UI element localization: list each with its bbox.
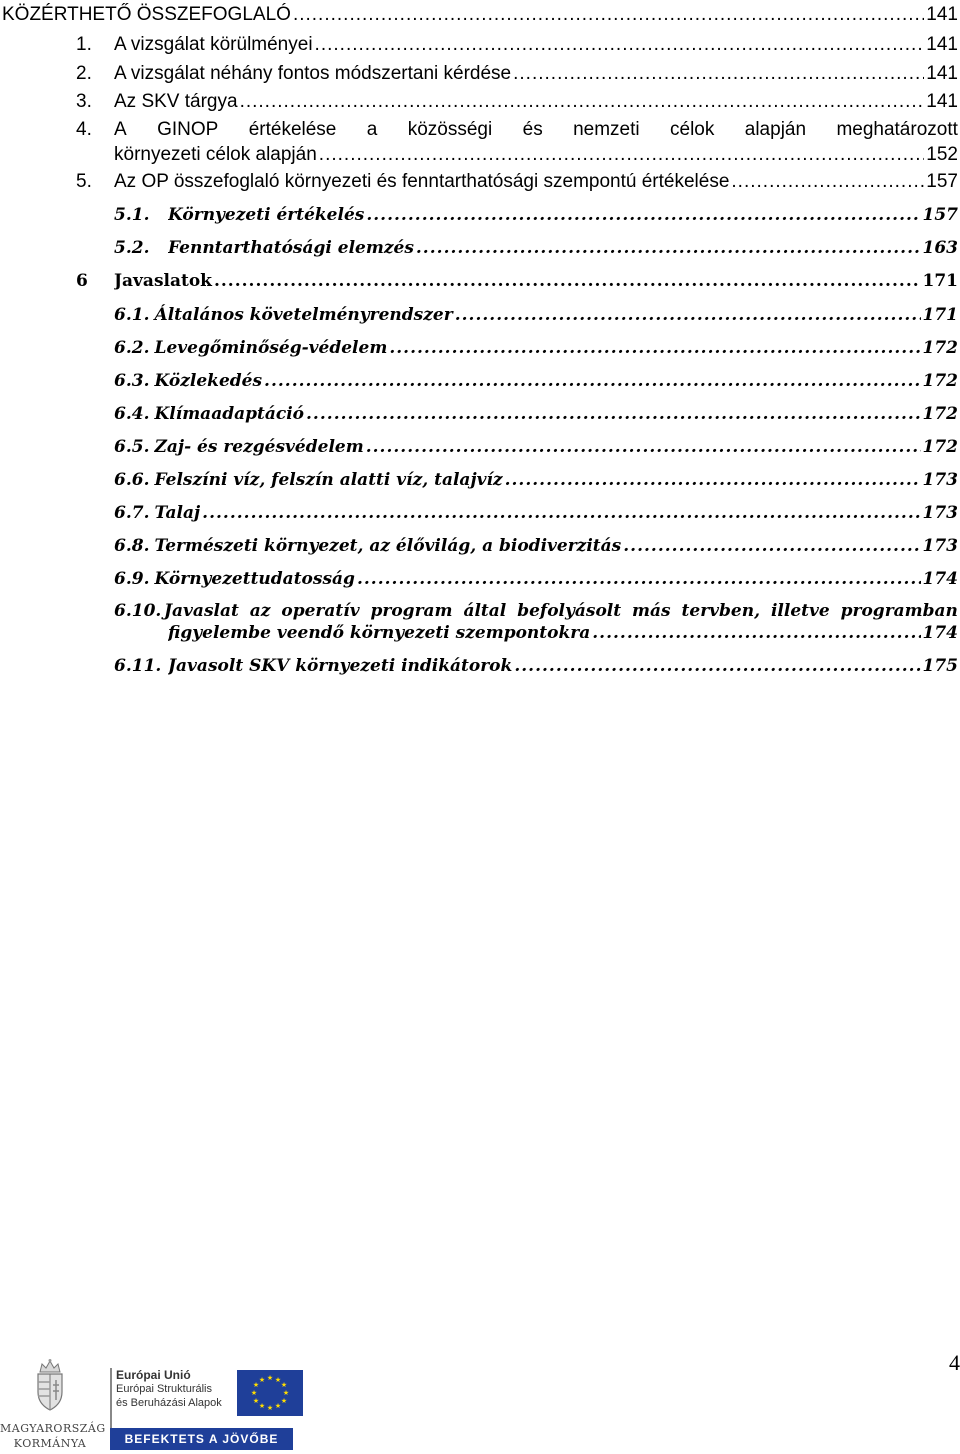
toc-entry-title: Talaj (154, 503, 201, 523)
toc-entry-title: KÖZÉRTHETŐ ÖSSZEFOGLALÓ (2, 4, 291, 25)
toc-entry-6-3[interactable] (0, 368, 960, 394)
svg-text:★: ★ (266, 1404, 274, 1412)
toc-entry-number: 6.5. (114, 437, 150, 457)
toc-entry-6-4[interactable] (0, 401, 960, 427)
svg-text:★: ★ (250, 1389, 258, 1397)
toc-entry-page: 141 (926, 34, 958, 55)
toc-leader-dots (513, 61, 924, 87)
toc-entry-5-2[interactable] (0, 235, 960, 261)
toc-entry-number: 5.2. (114, 238, 150, 258)
toc-leader-dots (306, 401, 920, 427)
toc-entry-title: Környezettudatosság (154, 569, 355, 589)
toc-entry-title: Javaslat (164, 601, 239, 621)
toc-title-word: más (632, 601, 671, 621)
svg-text:★: ★ (280, 1381, 288, 1389)
toc-entry-title: Az OP összefoglaló környezeti és fenntarthatósági szempontú értékelése (114, 171, 730, 192)
toc-entry-title-line2: környezeti célok alapján (114, 144, 317, 165)
toc-entry-page: 172 (922, 437, 958, 457)
toc-entry-1[interactable] (0, 32, 960, 58)
toc-entry-5-1[interactable] (0, 202, 960, 228)
toc-entry-page: 174 (922, 623, 958, 643)
toc-entry-title: Természeti környezet, az élővilág, a biodiverzitás (154, 536, 622, 556)
toc-title-word: célok (670, 119, 715, 140)
toc-leader-dots (366, 202, 920, 228)
toc-leader-dots (366, 434, 921, 460)
toc-entry-number: 6.2. (114, 338, 150, 358)
toc-entry-page: 157 (926, 171, 958, 192)
toc-leader-dots (455, 302, 921, 328)
toc-entry-number: 4. (76, 119, 92, 140)
toc-entry-title: A vizsgálat körülményei (114, 34, 313, 55)
toc-title-word: közösségi (407, 119, 493, 140)
toc-title-word: értékelése (248, 119, 337, 140)
toc-entry-page: 175 (922, 656, 958, 676)
toc-entry-title: Javaslatok (114, 271, 212, 291)
toc-entry-title: A vizsgálat néhány fontos módszertani kérdése (114, 63, 512, 84)
toc-entry-6-8[interactable] (0, 533, 960, 559)
toc-title-word: befolyásolt (517, 601, 622, 621)
toc-entry-title-line1 (114, 117, 958, 143)
toc-entry-6-5[interactable] (0, 434, 960, 460)
toc-title-word: tervben, (681, 601, 761, 621)
toc-entry-page: 173 (922, 536, 958, 556)
toc-entry-number: 6.6. (114, 470, 150, 490)
toc-entry-6-10[interactable] (0, 598, 960, 652)
hungary-government-logo (0, 1356, 106, 1454)
toc-entry-title: A (114, 119, 127, 140)
toc-entry-page: 152 (926, 144, 958, 165)
toc-leader-dots (293, 2, 924, 28)
footer-logos (0, 1356, 300, 1454)
svg-text:★: ★ (280, 1397, 288, 1405)
toc-entry-page: 173 (922, 470, 958, 490)
toc-title-word: nemzeti (573, 119, 640, 140)
toc-entry-summary[interactable] (2, 2, 958, 28)
toc-entry-page: 172 (922, 338, 958, 358)
toc-entry-number: 5. (76, 171, 92, 192)
svg-text:★: ★ (274, 1376, 282, 1384)
toc-entry-5[interactable] (0, 169, 960, 195)
eu-line2: és Beruházási Alapok (116, 1397, 222, 1409)
page-number: 4 (949, 1350, 960, 1375)
toc-entry-title: Közlekedés (154, 371, 263, 391)
toc-entry-page: 171 (922, 271, 958, 291)
toc-entry-number: 3. (76, 91, 92, 112)
toc-entry-title-line2: figyelembe veendő környezeti szempontokra (168, 623, 591, 643)
toc-leader-dots (731, 169, 924, 195)
toc-leader-dots (202, 500, 920, 526)
toc-entry-number: 6.7. (114, 503, 150, 523)
toc-entry-title: Általános követelményrendszer (154, 305, 453, 325)
toc-entry-title: Zaj- és rezgésvédelem (154, 437, 364, 457)
toc-entry-6-11[interactable] (0, 653, 960, 679)
toc-entry-title: Levegőminőség-védelem (154, 338, 388, 358)
toc-entry-number: 6.11. (114, 656, 162, 676)
hu-line2: KORMÁNYA (13, 1437, 87, 1450)
toc-title-word: operatív (281, 601, 360, 621)
toc-entry-6-9[interactable] (0, 566, 960, 592)
toc-leader-dots (592, 620, 920, 646)
toc-leader-dots (416, 235, 921, 261)
toc-entry-page: 171 (922, 305, 958, 325)
toc-entry-number: 1. (76, 34, 92, 55)
toc-entry-page: 141 (926, 63, 958, 84)
toc-entry-6-7[interactable] (0, 500, 960, 526)
toc-leader-dots (389, 335, 920, 361)
toc-title-word: által (463, 601, 507, 621)
toc-entry-number: 6 (76, 271, 88, 291)
toc-entry-title: Javasolt SKV környezeti indikátorok (168, 656, 513, 676)
toc-entry-page: 172 (922, 371, 958, 391)
investing-in-future-banner: BEFEKTETS A JÖVŐBE (110, 1428, 293, 1450)
toc-entry-6-1[interactable] (0, 302, 960, 328)
svg-text:★: ★ (266, 1374, 274, 1382)
toc-title-word: program (370, 601, 453, 621)
toc-leader-dots (315, 32, 925, 58)
eu-title: Európai Unió (116, 1368, 191, 1382)
coat-of-arms-icon (34, 1358, 66, 1418)
hu-line1: MAGYARORSZÁG (0, 1422, 106, 1435)
toc-title-word: meghatározott (836, 119, 958, 140)
svg-text:★: ★ (282, 1389, 290, 1397)
svg-text:★: ★ (252, 1381, 260, 1389)
toc-leader-dots (240, 89, 925, 115)
toc-entry-number: 6.10. (114, 601, 162, 621)
toc-entry-3[interactable] (0, 89, 960, 115)
toc-leader-dots (623, 533, 920, 559)
svg-text:★: ★ (274, 1402, 282, 1410)
toc-entry-page: 163 (922, 238, 958, 258)
toc-entry-4[interactable] (0, 117, 960, 171)
toc-entry-page: 141 (926, 91, 958, 112)
toc-leader-dots (214, 268, 921, 294)
toc-title-word: programban (840, 601, 958, 621)
toc-entry-6-6[interactable] (0, 467, 960, 493)
svg-text:★: ★ (258, 1402, 266, 1410)
toc-entry-number: 6.1. (114, 305, 150, 325)
toc-entry-6-2[interactable] (0, 335, 960, 361)
toc-entry-page: 172 (922, 404, 958, 424)
toc-entry-number: 6.9. (114, 569, 150, 589)
eu-text (110, 1368, 234, 1430)
toc-entry-page: 173 (922, 503, 958, 523)
toc-entry-page: 157 (922, 205, 958, 225)
toc-entry-number: 6.3. (114, 371, 150, 391)
toc-leader-dots (357, 566, 921, 592)
toc-leader-dots (505, 467, 921, 493)
toc-entry-title: Az SKV tárgya (114, 91, 238, 112)
toc-leader-dots (264, 368, 920, 394)
eu-flag-icon (237, 1370, 303, 1416)
toc-title-word: illetve (770, 601, 830, 621)
toc-entry-number: 2. (76, 63, 92, 84)
toc-entry-title: Környezeti értékelés (168, 205, 365, 225)
toc-entry-6[interactable] (0, 268, 960, 294)
toc-title-word: a (366, 119, 378, 140)
toc-title-word: és (522, 119, 543, 140)
toc-entry-title: Klímaadaptáció (154, 404, 305, 424)
toc-title-word: az (249, 601, 271, 621)
toc-entry-page: 141 (926, 4, 958, 25)
toc-entry-2[interactable] (0, 61, 960, 87)
toc-entry-number: 5.1. (114, 205, 150, 225)
toc-leader-dots (319, 142, 925, 168)
toc-entry-title: Felszíni víz, felszín alatti víz, talajvíz (154, 470, 503, 490)
toc-leader-dots (514, 653, 920, 679)
toc-entry-number: 6.4. (114, 404, 150, 424)
toc-entry-page: 174 (922, 569, 958, 589)
eu-funds-logo (110, 1368, 293, 1454)
toc-title-word: GINOP (157, 119, 219, 140)
toc-title-word: alapján (744, 119, 807, 140)
toc-entry-number: 6.8. (114, 536, 150, 556)
svg-text:★: ★ (258, 1376, 266, 1384)
svg-text:★: ★ (252, 1397, 260, 1405)
eu-line1: Európai Strukturális (116, 1383, 212, 1395)
toc-entry-title: Fenntarthatósági elemzés (168, 238, 414, 258)
